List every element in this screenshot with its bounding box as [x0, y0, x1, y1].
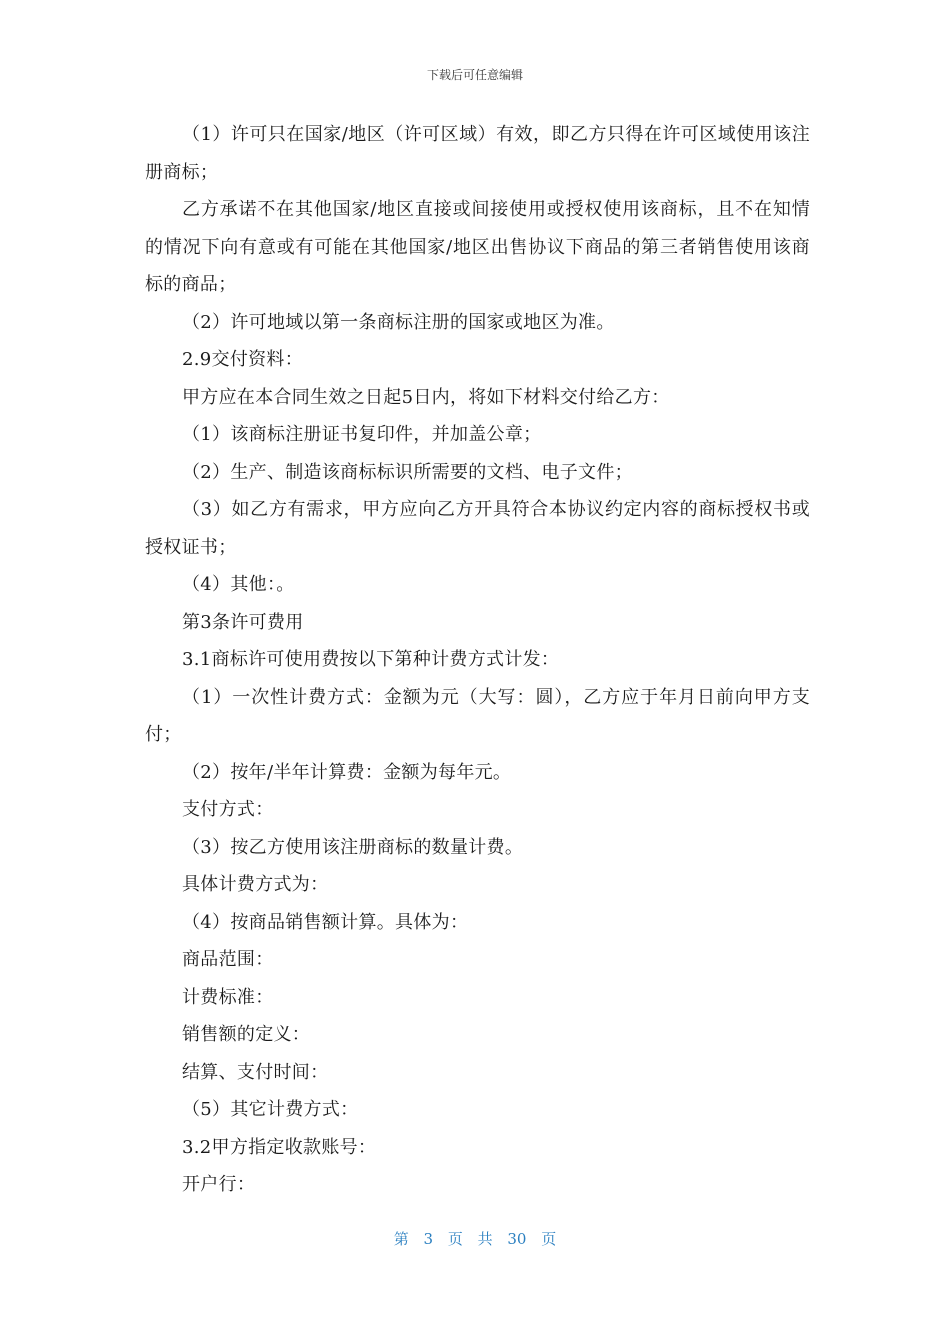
paragraph: 销售额的定义： [182, 1024, 311, 1045]
paragraph: （3）如乙方有需求，甲方应向乙方开具符合本协议约定内容的商标授权书或授权证书； [145, 499, 810, 558]
paragraph: （1）许可只在国家/地区（许可区域）有效，即乙方只得在许可区域使用该注册商标； [145, 124, 810, 183]
paragraph: 3.1商标许可使用费按以下第种计费方式计发： [182, 649, 560, 670]
paragraph: 甲方应在本合同生效之日起5日内，将如下材料交付给乙方： [182, 386, 670, 408]
paragraph: 结算、支付时间： [182, 1061, 329, 1083]
paragraph: （2）按年/半年计算费：金额为每年元。 [182, 761, 512, 783]
paragraph: （1）一次性计费方式：金额为元（大写：圆），乙方应于年月日前向甲方支付； [145, 686, 810, 745]
paragraph: 支付方式： [182, 799, 274, 820]
paragraph: 具体计费方式为： [182, 874, 329, 895]
page-number-footer: 第 3 页 共 30 页 [393, 1230, 557, 1248]
section-heading: 第3条许可费用 [182, 611, 304, 633]
document-body [145, 116, 810, 1204]
paragraph: （5）其它计费方式： [182, 1099, 359, 1120]
paragraph: （2）生产、制造该商标标识所需要的文档、电子文件； [182, 461, 633, 483]
paragraph: 乙方承诺不在其他国家/地区直接或间接使用或授权使用该商标，且不在知情的情况下向有意或有可能在其他国家/地区出售协议下商品的第三者销售使用该商标的商品； [145, 199, 810, 295]
page-header: 下载后可任意编辑 [426, 68, 523, 82]
paragraph: 开户行： [182, 1174, 256, 1195]
paragraph: （3）按乙方使用该注册商标的数量计费。 [182, 836, 524, 858]
paragraph: 2.9交付资料： [182, 349, 304, 370]
paragraph: （4）按商品销售额计算。具体为： [182, 911, 469, 933]
paragraph: 计费标准： [182, 986, 274, 1008]
paragraph: 3.2甲方指定收款账号： [182, 1136, 377, 1158]
paragraph: （1）该商标注册证书复印件，并加盖公章； [182, 424, 542, 445]
paragraph: 商品范围： [182, 949, 274, 970]
paragraph: （2）许可地域以第一条商标注册的国家或地区为准。 [182, 311, 615, 333]
paragraph: （4）其他：。 [182, 574, 295, 595]
